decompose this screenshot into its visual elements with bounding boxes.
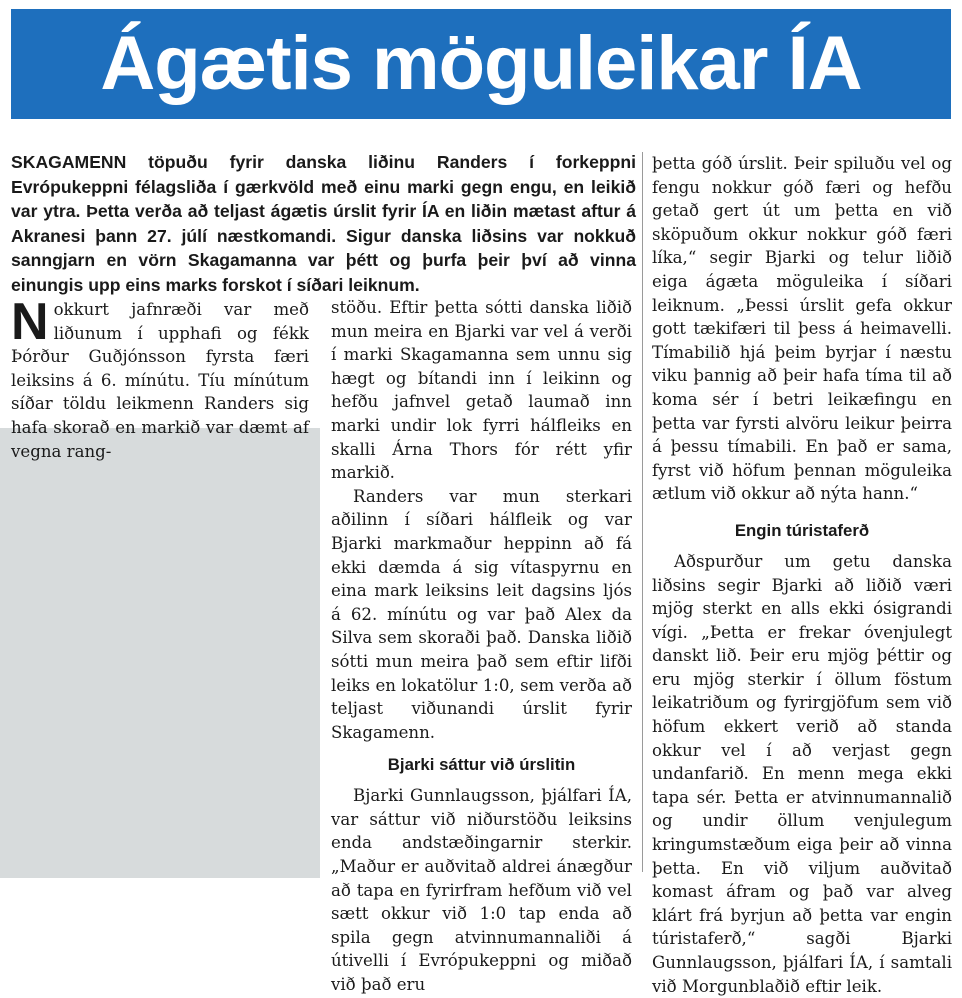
article-paragraph-3: Bjarki Gunnlaugsson, þjálfari ÍA, var sáttur við niðurstöðu leiksins enda andstæðingarnir sterkir. „Maður er auðvitað aldrei ánægður að tapa en fyrirfram hefðum við vel sætt okkur við 1:0 tap enda að spila gegn atvinnumannaliði á útivelli í Evrópukeppni og miðað við það eru (331, 786, 632, 995)
subheading-2: Engin túristaferð (734, 520, 870, 540)
subheading-1: Bjarki sáttur við úrslitin (387, 755, 576, 775)
column-1 (11, 293, 309, 463)
article-paragraph-2: Randers var mun sterkari aðilinn í síðari hálfleik og var Bjarki markmaður heppinn að fá ekki dæmda á sig vítaspyrnu en eina mark leiksins leit dagsins ljós á 62. mínútu og var það Alex da Silva sem skoraði það. Danska liðið sótti mun meira það sem eftir lifði leiks en lokatölur 1:0, sem verða að teljast viðunandi úrslit fyrir Skagamenn. (331, 486, 632, 742)
gray-background-box (0, 428, 320, 878)
article-paragraph-1-continued: stöðu. Eftir þetta sótti danska liðið mun meira en Bjarki var vel á verði í marki Skagamanna sem unnu sig hægt og bítandi inn í leikinn og hefðu jafnvel getað laumað inn marki undir lok fyrri hálfleiks en skalli Árna Thors fór rétt yfir markið. (331, 298, 632, 483)
column-2 (331, 296, 632, 997)
dropcap: N (11, 293, 49, 351)
lead-paragraph: SKAGAMENN töpuðu fyrir danska liðinu Randers í forkeppni Evrópukeppni félagsliða í gærkvöld með einu marki gegn engu, en leikið var ytra. Þetta verða að teljast ágætis úrslit fyrir ÍA en liðin mætast aftur á Akranesi þann 27. júlí næstkomandi. Sigur danska liðsins var nokkuð sanngjarn en vörn Skagamanna var þétt og þurfa þeir því að vinna einungis upp eins marks forskot í síðari leiknum. (11, 152, 636, 295)
article-paragraph-4: Aðspurður um getu danska liðsins segir Bjarki að liðið væri mjög sterkt en alls ekki ósigrandi vígi. „Þetta er frekar óvenjulegt danskt lið. Þeir eru mjög þéttir og eru mjög sterkir í öllum föstum leikatriðum og fyrirgjöfum sem við höfum ekkert verið að standa okkur vel í að verjast gegn undanfarið. En menn mega ekki tapa sér. Þetta er atvinnumannalið og undir öllum venjulegum kringumstæðum eiga þeir að vinna þetta. En við viljum auðvitað komast áfram og það var alveg klárt frá byrjun að þetta var engin túristaferð,“ sagði Bjarki Gunnlaugsson, þjálfari ÍA, í samtali við Morgunblaðið eftir leik. (652, 551, 952, 996)
article-paragraph-1 (11, 293, 309, 463)
column-1-text: okkurt jafnræði var með liðunum í upphafi og fékk Þórður Guðjónsson fyrsta færi leiksins á 6. mínútu. Tíu mínútum síðar töldu leikmenn Randers sig hafa skorað en markið var dæmt af vegna rang- (11, 300, 309, 461)
column-divider (642, 152, 643, 872)
column-3 (652, 152, 952, 998)
headline: Ágætis möguleikar ÍA (100, 21, 862, 106)
article-paragraph-3-continued: þetta góð úrslit. Þeir spiluðu vel og fengu nokkur góð færi og hefðu getað gert út um þetta en við sköpuðum okkur nokkur góð færi líka,“ segir Bjarki og telur liðið eiga ágæta möguleika í síðari leiknum. „Þessi úrslit gefa okkur gott tækifæri til þess á heimavelli. Tímabilið hjá þeim byrjar í næstu viku þannig að þeir hafa tíma til að koma sér í betri leikæfingu en þetta var fyrsti alvöru leikur þeirra á þessu tímabili. En það er sama, fyrst við höfum þennan möguleika ætlum við okkur að nýta hann.“ (652, 154, 952, 504)
headline-banner (11, 9, 951, 119)
